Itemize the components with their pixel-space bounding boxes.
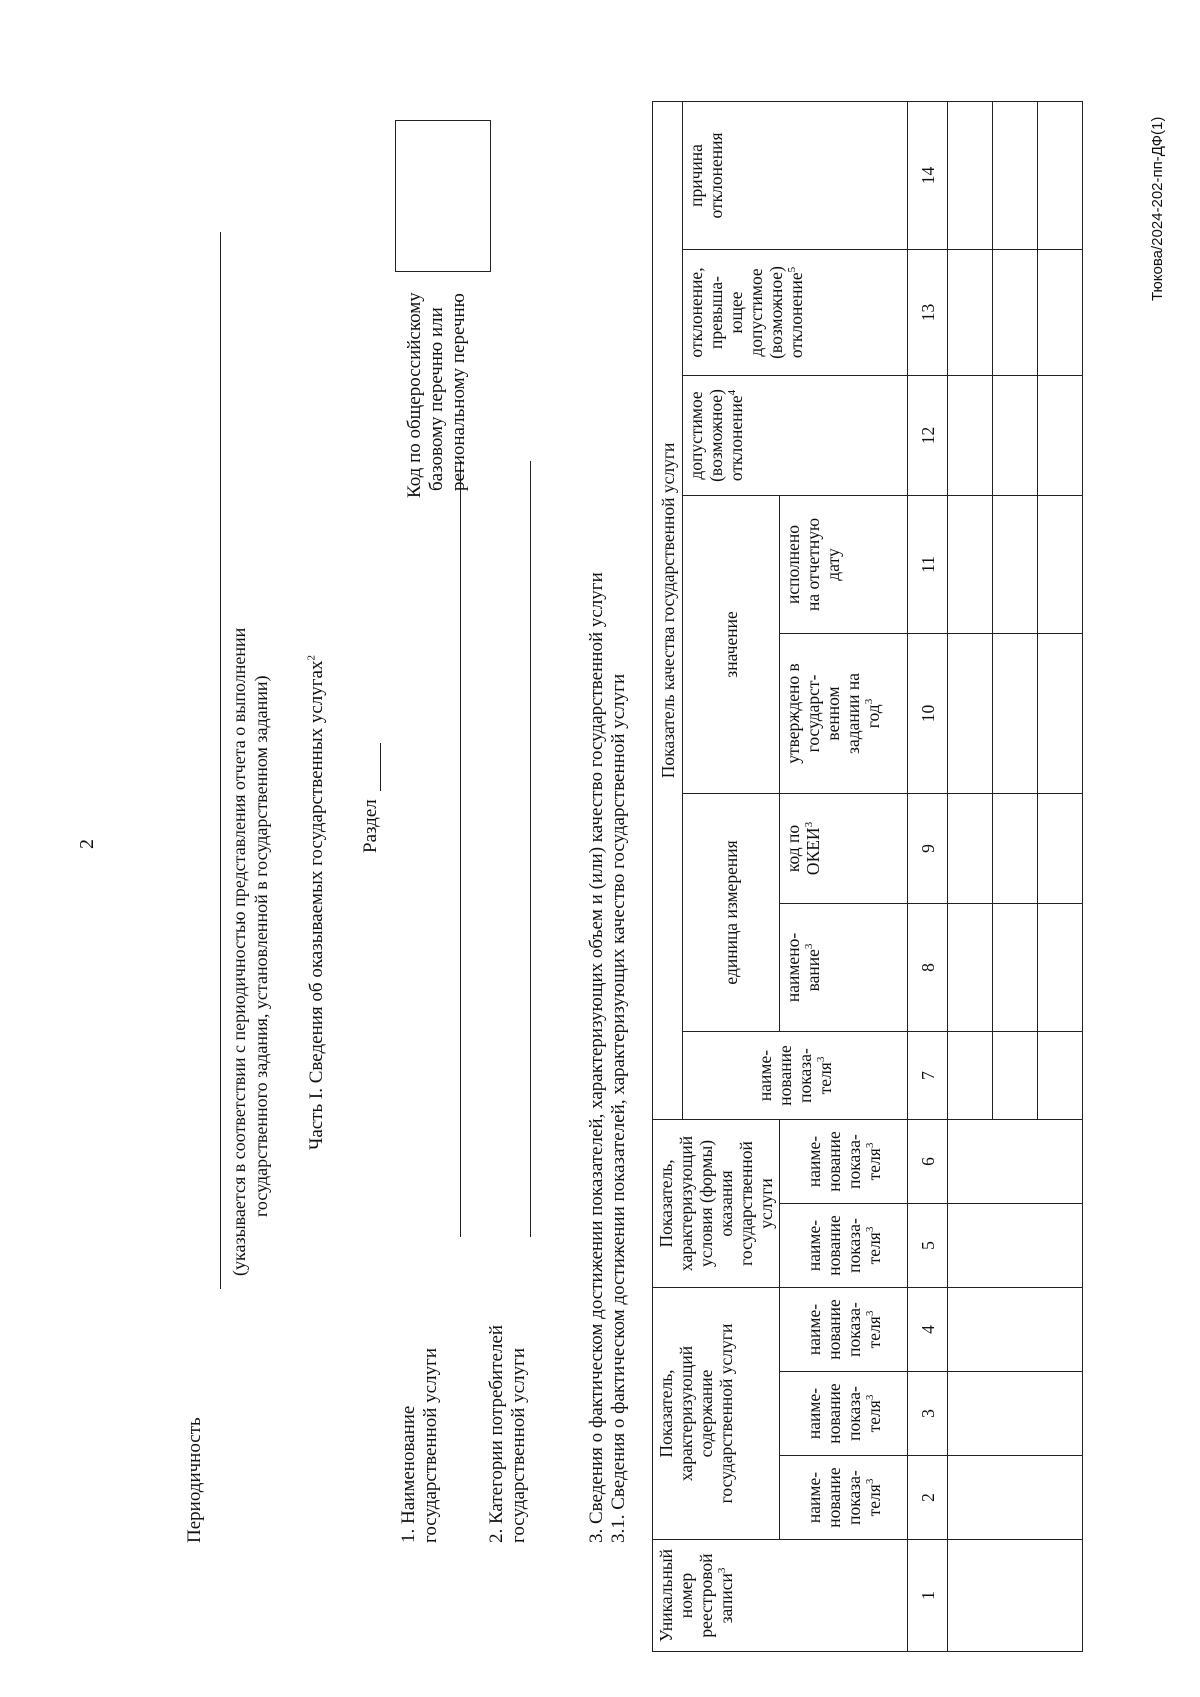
data-cell[interactable] bbox=[1038, 1031, 1083, 1119]
column-number-cell: 12 bbox=[908, 375, 948, 495]
consumers-label-line1: 2. Категории потребителей bbox=[486, 1324, 507, 1543]
column-number-cell: 4 bbox=[908, 1287, 948, 1371]
header-quality-group: Показатель качества государственной услуги bbox=[653, 101, 683, 1119]
table-row bbox=[948, 101, 993, 1651]
column-number-cell: 2 bbox=[908, 1456, 948, 1540]
page-number: 2 bbox=[76, 839, 98, 849]
data-cell[interactable] bbox=[948, 1119, 1083, 1203]
column-number-cell: 3 bbox=[908, 1372, 948, 1456]
column-number-cell: 10 bbox=[908, 633, 948, 793]
data-cell[interactable] bbox=[993, 375, 1038, 495]
code-box-label-line2: базовому перечню или bbox=[426, 307, 447, 491]
header-unit-name: наимено- вание$^3$ bbox=[780, 903, 908, 1031]
data-cell[interactable] bbox=[993, 1031, 1038, 1119]
header-value-group: значение bbox=[683, 495, 780, 793]
header-unique-number: Уникальный номер реестровой записи$^3$ bbox=[653, 1540, 908, 1652]
service-name-label-line2: государственной услуги bbox=[420, 1347, 441, 1543]
header-unit-group: единица измерения bbox=[683, 793, 780, 1031]
column-number-cell: 6 bbox=[908, 1119, 948, 1203]
data-cell[interactable] bbox=[948, 375, 993, 495]
data-cell[interactable] bbox=[993, 495, 1038, 633]
header-deviation-reason: причина отклонения bbox=[683, 101, 908, 249]
service-name-line bbox=[460, 461, 461, 1237]
column-number-cell: 13 bbox=[908, 249, 948, 375]
data-cell[interactable] bbox=[948, 793, 993, 903]
data-cell[interactable] bbox=[993, 249, 1038, 375]
data-cell[interactable] bbox=[1038, 633, 1083, 793]
header-indicator-name: наиме- нование показа- теля$^3$ bbox=[683, 1031, 908, 1119]
data-cell[interactable] bbox=[948, 1031, 993, 1119]
header-allowed-deviation: допустимое (возможное) отклонение$^4$ bbox=[683, 375, 908, 495]
periodicity-note-line2: государственного задания, установленной в государственном задании) bbox=[251, 675, 271, 1217]
periodicity-underline bbox=[220, 232, 221, 1289]
header-content-group: Показатель, характеризующий содержание государственной услуги bbox=[653, 1287, 780, 1539]
header-content-indicator-1: наиме- нование показа- теля$^3$ bbox=[780, 1456, 908, 1540]
data-cell[interactable] bbox=[1038, 903, 1083, 1031]
data-cell[interactable] bbox=[948, 495, 993, 633]
consumers-line bbox=[530, 461, 531, 1237]
data-cell[interactable] bbox=[948, 249, 993, 375]
data-cell[interactable] bbox=[993, 793, 1038, 903]
column-number-cell: 14 bbox=[908, 101, 948, 249]
header-executed-value: исполнено на отчетную дату bbox=[780, 495, 908, 633]
column-number-cell: 11 bbox=[908, 495, 948, 633]
item-3-1-text: 3.1. Сведения о фактическом достижении показателей, характеризующих качество государственной услуги bbox=[608, 673, 629, 1543]
header-content-indicator-2: наиме- нование показа- теля$^3$ bbox=[780, 1372, 908, 1456]
service-name-label-line1: 1. Наименование bbox=[398, 1405, 419, 1543]
data-cell[interactable] bbox=[1038, 249, 1083, 375]
footer-document-code: Тюкова/2024-202-пп-ДФ(1) bbox=[1149, 116, 1166, 301]
periodicity-note-line1: (указывается в соответствии с периодичностью представления отчета о выполнении bbox=[229, 627, 249, 1276]
data-cell[interactable] bbox=[948, 1203, 1083, 1287]
column-number-cell: 5 bbox=[908, 1203, 948, 1287]
header-unit-okei-code: код по ОКЕИ$^3$ bbox=[780, 793, 908, 903]
column-number-cell: 7 bbox=[908, 1031, 948, 1119]
data-cell[interactable] bbox=[1038, 495, 1083, 633]
header-approved-value: утверждено в государст- венном задании на год$^3$ bbox=[780, 633, 908, 793]
data-cell[interactable] bbox=[948, 1456, 1083, 1540]
data-cell[interactable] bbox=[1038, 101, 1083, 249]
data-cell[interactable] bbox=[948, 633, 993, 793]
column-number-cell: 9 bbox=[908, 793, 948, 903]
part-title: Часть I. Сведения об оказываемых государственных услугах$^2$ bbox=[305, 655, 327, 1150]
registry-code-box[interactable] bbox=[395, 120, 491, 272]
column-number-cell: 8 bbox=[908, 903, 948, 1031]
section-label: Раздел bbox=[360, 799, 381, 853]
quality-indicators-table bbox=[652, 101, 1083, 1652]
data-cell[interactable] bbox=[993, 903, 1038, 1031]
item-3-text: 3. Сведения о фактическом достижении показателей, характеризующих объем и (или) качество государственной услуги bbox=[586, 572, 607, 1543]
periodicity-label: Периодичность bbox=[184, 1417, 205, 1543]
code-box-label-line3: региональному перечню bbox=[448, 293, 469, 491]
data-cell[interactable] bbox=[993, 633, 1038, 793]
data-cell[interactable] bbox=[993, 101, 1038, 249]
data-cell[interactable] bbox=[948, 1372, 1083, 1456]
header-content-indicator-3: наиме- нование показа- теля$^3$ bbox=[780, 1287, 908, 1371]
data-cell[interactable] bbox=[948, 1540, 1083, 1652]
header-exceeding-deviation: отклонение, превыша- ющее допустимое (возможное) отклонение$^5$ bbox=[683, 249, 908, 375]
column-number-cell: 1 bbox=[908, 1540, 948, 1652]
code-box-label-line1: Код по общероссийскому bbox=[404, 292, 425, 498]
data-cell[interactable] bbox=[1038, 793, 1083, 903]
data-cell[interactable] bbox=[1038, 375, 1083, 495]
header-condition-indicator-1: наиме- нование показа- теля$^3$ bbox=[780, 1203, 908, 1287]
header-condition-indicator-2: наиме- нование показа- теля$^3$ bbox=[780, 1119, 908, 1203]
data-cell[interactable] bbox=[948, 1287, 1083, 1371]
consumers-label-line2: государственной услуги bbox=[508, 1347, 529, 1543]
data-cell[interactable] bbox=[948, 101, 993, 249]
section-number-line bbox=[380, 743, 381, 791]
header-conditions-group: Показатель, характеризующий условия (формы) оказания государственной услуги bbox=[653, 1119, 780, 1287]
data-cell[interactable] bbox=[948, 903, 993, 1031]
